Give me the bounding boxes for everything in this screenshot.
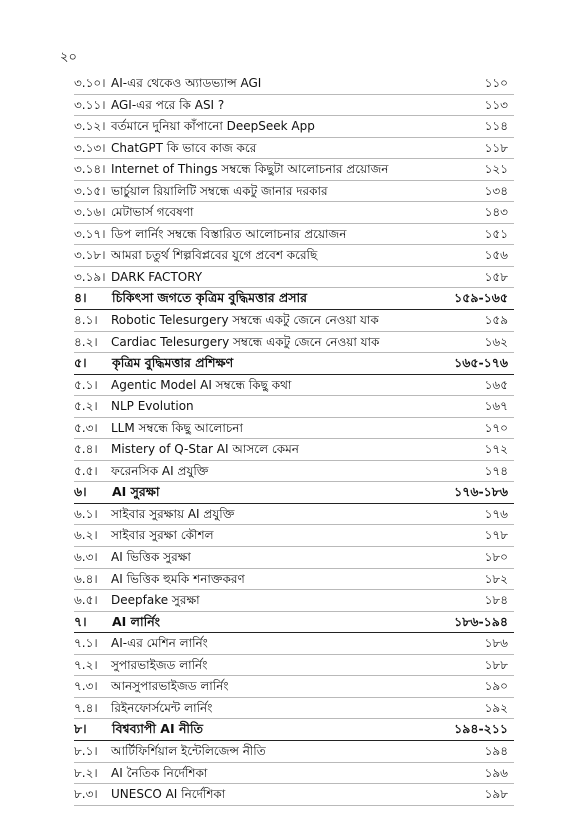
toc-row: [74, 504, 514, 526]
toc-page: ১৭২: [484, 442, 508, 457]
toc-row: [74, 95, 514, 117]
toc-row: [74, 590, 514, 612]
toc-title: AGI-এর পরে কি ASI ?: [111, 97, 225, 112]
toc-page: ১৫৯-১৬৫: [454, 290, 508, 306]
toc-num: ৩.১৪।: [74, 162, 106, 177]
table-of-contents: [74, 73, 514, 806]
toc-title: বিশ্বব্যাপী AI নীতি: [112, 721, 203, 737]
toc-title: ChatGPT কি ভাবে কাজ করে: [111, 140, 257, 155]
toc-title: AI ভিত্তিক সুরক্ষা: [111, 550, 191, 565]
toc-page: ১১৪: [484, 119, 508, 134]
toc-num: ৩.১১।: [74, 97, 106, 112]
toc-page: ১৯০: [484, 679, 508, 694]
toc-row: [74, 784, 514, 806]
toc-row: [74, 396, 514, 418]
toc-title: AI নৈতিক নির্দেশিকা: [111, 765, 208, 780]
toc-page: ১৮৪: [484, 593, 508, 608]
toc-chapter-row: [74, 353, 514, 375]
toc-row: [74, 267, 514, 289]
toc-title: ভার্চুয়াল রিয়ালিটি সম্বন্ধে একটু জানার দরকার: [111, 183, 328, 198]
toc-title: Mistery of Q-Star AI আসলে কেমন: [111, 442, 299, 457]
toc-row: [74, 159, 514, 181]
toc-row: [74, 698, 514, 720]
toc-row: [74, 332, 514, 354]
toc-title: Robotic Telesurgery সম্বন্ধে একটু জেনে নেওয়া যাক: [111, 313, 379, 328]
toc-page: ১৯৪-২১১: [454, 721, 508, 737]
toc-title: AI লার্নিং: [112, 613, 161, 629]
toc-row: [74, 741, 514, 763]
toc-row: [74, 375, 514, 397]
toc-row: [74, 116, 514, 138]
toc-title: LLM সম্বন্ধে কিছু আলোচনা: [111, 420, 243, 435]
toc-chapter-row: [74, 482, 514, 504]
toc-num: ৮.২।: [74, 765, 98, 780]
toc-title: ফরেনসিক AI প্রযুক্তি: [111, 463, 209, 478]
toc-num: ৪.১।: [74, 313, 98, 328]
toc-title: আমরা চতুর্থ শিল্পবিপ্লবের যুগে প্রবেশ করেছি: [111, 248, 318, 263]
toc-page: ১৯২: [484, 700, 508, 715]
toc-title: কৃত্রিম বুদ্ধিমত্তার প্রশিক্ষণ: [112, 355, 234, 371]
toc-page: ১৭৮: [484, 528, 508, 543]
toc-num: ৮.৩।: [74, 787, 98, 802]
toc-num: ৪.২।: [74, 334, 98, 349]
toc-title: রিইনফোর্সমেন্ট লার্নিং: [111, 700, 213, 715]
toc-num: ৭.১।: [74, 636, 98, 651]
toc-page: ১৭৪: [484, 463, 508, 478]
toc-page: ১৬২: [484, 334, 508, 349]
toc-chapter-row: [74, 612, 514, 634]
toc-title: Cardiac Telesurgery সম্বন্ধে একটু জেনে নেওয়া যাক: [111, 334, 380, 349]
toc-page: ১৯৬: [484, 765, 508, 780]
toc-row: [74, 525, 514, 547]
toc-num: ৬.২।: [74, 528, 98, 543]
toc-title: DARK FACTORY: [111, 269, 203, 284]
page-number: ২০: [60, 50, 77, 65]
toc-title: বর্তমানে দুনিয়া কাঁপানো DeepSeek App: [111, 119, 315, 134]
toc-page: ১৫৮: [484, 269, 508, 284]
toc-num: ৩.১৯।: [74, 269, 106, 284]
toc-page: ১৮২: [484, 571, 508, 586]
toc-title: মেটাভার্স গবেষণা: [111, 205, 194, 220]
toc-num: ৫.২।: [74, 399, 98, 414]
toc-num: ৪।: [74, 290, 87, 306]
toc-chapter-row: [74, 719, 514, 741]
toc-page: ১৬৫: [484, 377, 508, 392]
toc-page: ১১০: [484, 76, 508, 90]
toc-row: [74, 633, 514, 655]
toc-page: ১৩৪: [484, 183, 508, 198]
toc-row: [74, 245, 514, 267]
toc-page: ১৫৯: [484, 313, 508, 328]
toc-page: ১৫৬: [484, 248, 508, 263]
toc-title: আর্টিফির্শিয়াল ইন্টেলিজেন্স নীতি: [111, 743, 266, 758]
toc-num: ৭.৩।: [74, 679, 98, 694]
toc-title: Internet of Things সম্বন্ধে কিছুটা আলোচনার প্রয়োজন: [111, 162, 389, 177]
toc-row: [74, 224, 514, 246]
toc-page: ১২১: [484, 162, 508, 177]
toc-page: ১৮০: [484, 550, 508, 565]
toc-num: ৬.৫।: [74, 593, 98, 608]
toc-page: ১৪৩: [484, 205, 508, 220]
toc-title: UNESCO AI নির্দেশিকা: [111, 787, 226, 802]
toc-row: [74, 461, 514, 483]
toc-row: [74, 763, 514, 785]
toc-row: [74, 310, 514, 332]
toc-page: ১৭৬: [484, 506, 508, 521]
toc-title: চিকিৎসা জগতে কৃত্রিম বুদ্ধিমত্তার প্রসার: [112, 290, 308, 306]
toc-title: NLP Evolution: [111, 399, 194, 414]
toc-num: ৩.১৮।: [74, 248, 106, 263]
toc-row: [74, 569, 514, 591]
toc-num: ৩.১৩।: [74, 140, 106, 155]
toc-page: ১১৮: [484, 140, 508, 155]
toc-page: ১৭৬-১৮৬: [454, 484, 508, 500]
toc-row: [74, 418, 514, 440]
toc-chapter-row: [74, 288, 514, 310]
toc-row: [74, 138, 514, 160]
toc-row: [74, 181, 514, 203]
toc-num: ৬.৪।: [74, 571, 98, 586]
toc-page: ১৬৭: [484, 399, 508, 414]
toc-title: সাইবার সুরক্ষা কৌশল: [111, 528, 214, 543]
toc-page: ১৯৮: [484, 787, 508, 802]
toc-title: AI সুরক্ষা: [112, 484, 160, 500]
toc-title: AI ভিত্তিক হুমকি শনাক্তকরণ: [111, 571, 245, 586]
toc-num: ৮।: [74, 721, 87, 737]
toc-page: ১৫১: [484, 226, 508, 241]
toc-num: ৬.৩।: [74, 550, 98, 565]
toc-num: ৬।: [74, 484, 87, 500]
toc-row: [74, 655, 514, 677]
toc-num: ৭।: [74, 613, 87, 629]
toc-row: [74, 202, 514, 224]
toc-num: ৩.১২।: [74, 119, 106, 134]
toc-num: ৭.২।: [74, 657, 98, 672]
toc-row: [74, 676, 514, 698]
toc-title: সাইবার সুরক্ষায় AI প্রযুক্তি: [111, 506, 235, 521]
toc-title: সুপারভাইজড লার্নিং: [111, 657, 208, 672]
toc-title: আনসুপারভাইজড লার্নিং: [111, 679, 229, 694]
toc-num: ৮.১।: [74, 743, 98, 758]
toc-title: AI-এর মেশিন লার্নিং: [111, 636, 208, 651]
toc-row: [74, 439, 514, 461]
toc-num: ৫.৩।: [74, 420, 98, 435]
toc-num: ৫.৪।: [74, 442, 98, 457]
toc-page: ১৭০: [484, 420, 508, 435]
toc-title: AI-এর থেকেও অ্যাডভ্যান্স AGI: [111, 76, 262, 90]
toc-page: ১৬৫-১৭৬: [454, 355, 508, 371]
toc-num: ৫।: [74, 355, 87, 371]
toc-num: ৬.১।: [74, 506, 98, 521]
toc-row: [74, 547, 514, 569]
toc-title: Agentic Model AI সম্বন্ধে কিছু কথা: [111, 377, 292, 392]
toc-num: ৩.১৭।: [74, 226, 106, 241]
toc-page: ১৮৮: [484, 657, 508, 672]
toc-page: ১৮৬: [484, 636, 508, 651]
toc-num: ৫.৫।: [74, 463, 98, 478]
toc-page: ১৮৬-১৯৪: [454, 613, 508, 629]
toc-num: ৩.১৬।: [74, 205, 106, 220]
toc-page: ১১৩: [484, 97, 508, 112]
toc-num: ৩.১০।: [74, 76, 106, 90]
toc-page: ১৯৪: [484, 743, 508, 758]
toc-title: Deepfake সুরক্ষা: [111, 593, 200, 608]
toc-num: ৫.১।: [74, 377, 98, 392]
toc-num: ৭.৪।: [74, 700, 98, 715]
toc-row: [74, 73, 514, 95]
toc-num: ৩.১৫।: [74, 183, 106, 198]
toc-title: ডিপ লার্নিং সম্বন্ধে বিস্তারিত আলোচনার প্রয়োজন: [111, 226, 347, 241]
